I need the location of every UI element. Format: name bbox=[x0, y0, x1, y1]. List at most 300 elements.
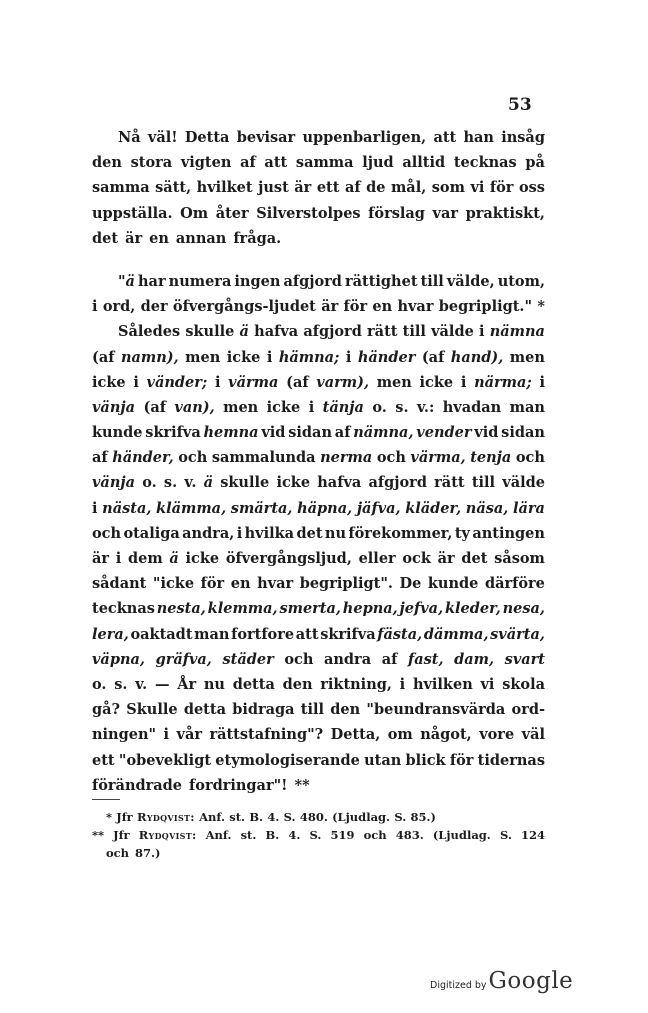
word: andra bbox=[323, 650, 372, 668]
word: utom, bbox=[497, 272, 545, 290]
word: i bbox=[539, 373, 545, 391]
word: sidan bbox=[288, 424, 332, 442]
word: vänja bbox=[92, 398, 136, 416]
word: något, bbox=[420, 726, 472, 744]
word: blick bbox=[405, 751, 446, 769]
word: en bbox=[372, 298, 393, 316]
word: hvadan bbox=[442, 398, 502, 416]
word: är bbox=[321, 298, 339, 316]
word: jäfva, bbox=[356, 499, 401, 517]
footnote-word: och bbox=[363, 828, 387, 842]
word: stora bbox=[130, 154, 173, 172]
word: i bbox=[460, 373, 467, 391]
word: icke bbox=[419, 373, 454, 391]
word: och bbox=[284, 650, 314, 668]
word: v. bbox=[135, 675, 148, 693]
word: annan bbox=[175, 229, 227, 247]
word: vore bbox=[479, 726, 515, 744]
word: var bbox=[432, 204, 458, 222]
word: skrifva bbox=[145, 424, 201, 442]
word: för bbox=[489, 179, 514, 197]
word: smärta, bbox=[230, 499, 293, 517]
word: sätt, bbox=[155, 179, 192, 197]
word: nu bbox=[324, 524, 346, 542]
word: svart bbox=[504, 650, 545, 668]
word: insåg bbox=[501, 129, 545, 146]
page-number: 53 bbox=[508, 95, 532, 115]
text-line bbox=[92, 672, 545, 697]
word: att bbox=[264, 154, 288, 172]
word: År bbox=[177, 675, 197, 693]
text-line bbox=[92, 226, 545, 251]
footnote-word: B. bbox=[249, 810, 264, 824]
word: välde bbox=[431, 323, 474, 341]
text-line bbox=[92, 748, 545, 773]
word: uppenbarligen, bbox=[302, 129, 427, 146]
text-line bbox=[92, 345, 545, 370]
word: ett bbox=[92, 751, 115, 769]
footnote-word: S. bbox=[283, 810, 296, 824]
word: "ä bbox=[118, 272, 135, 290]
word: skola bbox=[502, 675, 545, 693]
text-line bbox=[92, 596, 545, 621]
word: i bbox=[236, 524, 243, 542]
footnote-word: * bbox=[106, 810, 113, 824]
text-line bbox=[92, 470, 545, 495]
word: detta bbox=[183, 701, 226, 719]
footnote-word: Jfr bbox=[116, 810, 133, 824]
word: der bbox=[140, 298, 168, 316]
footnote-word: Rydqvist: bbox=[137, 810, 195, 824]
word: hand), bbox=[450, 348, 504, 366]
word: i bbox=[163, 726, 170, 744]
word: hvilken bbox=[412, 675, 473, 693]
word: åter bbox=[215, 204, 249, 222]
word: uppställa. bbox=[92, 204, 173, 222]
word: klämma, bbox=[156, 499, 227, 517]
word: det bbox=[296, 524, 323, 542]
word: och bbox=[92, 524, 122, 542]
word: fråga. bbox=[233, 229, 282, 247]
word: det bbox=[461, 550, 488, 567]
word: man bbox=[509, 398, 545, 416]
text-line bbox=[92, 722, 545, 747]
word: s. bbox=[395, 398, 409, 416]
word: Silverstolpes bbox=[256, 204, 361, 222]
word: de bbox=[366, 179, 386, 197]
word: den bbox=[330, 701, 361, 719]
text-line bbox=[92, 201, 545, 226]
word: har bbox=[138, 272, 166, 290]
word: (af bbox=[421, 348, 445, 366]
word: hämna; bbox=[278, 348, 340, 366]
word: Detta, bbox=[330, 726, 381, 744]
word: och bbox=[376, 449, 406, 467]
word: därföre bbox=[484, 575, 545, 593]
word: hepna, bbox=[342, 600, 398, 618]
word: förslag bbox=[368, 204, 425, 222]
word: "beundransvärda bbox=[366, 701, 506, 719]
footnote-word: 87.) bbox=[135, 846, 161, 860]
word: ningen" bbox=[92, 726, 157, 744]
word: af bbox=[344, 179, 361, 197]
footnote-word: 483. bbox=[395, 828, 424, 842]
word: i bbox=[214, 373, 221, 391]
text-line bbox=[92, 175, 545, 200]
footnote-word: (Ljudlag. bbox=[332, 810, 391, 824]
word: tänja bbox=[322, 398, 364, 416]
google-logo: Google bbox=[488, 968, 574, 994]
word: rättighet bbox=[344, 272, 418, 290]
word: tecknas bbox=[92, 600, 155, 618]
word: otaliga bbox=[123, 524, 180, 542]
word: hemna bbox=[203, 424, 259, 442]
word: klemma, bbox=[207, 600, 278, 618]
footnote-word: Anf. bbox=[199, 810, 225, 824]
word: dämma, bbox=[423, 625, 489, 643]
word: och bbox=[515, 449, 545, 467]
word: (af bbox=[143, 398, 166, 416]
word: i bbox=[345, 348, 352, 366]
text-line bbox=[92, 319, 545, 344]
word: men bbox=[509, 348, 545, 366]
word: svärta, bbox=[490, 625, 545, 643]
word: i bbox=[479, 323, 485, 341]
word: begripligt." bbox=[438, 298, 533, 316]
footnote-word: 124 bbox=[520, 828, 545, 842]
text-line bbox=[92, 445, 545, 470]
word: Detta bbox=[184, 129, 230, 146]
word: eller bbox=[358, 550, 396, 567]
word: mål, bbox=[390, 179, 427, 197]
word: värma bbox=[228, 373, 279, 391]
word: öfvergångsljud, bbox=[225, 550, 352, 567]
word: vänja bbox=[92, 474, 136, 492]
footnote-line bbox=[92, 808, 436, 826]
text-line bbox=[92, 294, 545, 319]
word: vår bbox=[176, 726, 202, 744]
word: som bbox=[431, 179, 465, 197]
word: af bbox=[92, 449, 108, 467]
word: tenja bbox=[470, 449, 512, 467]
word: den bbox=[282, 675, 313, 693]
word: närma; bbox=[474, 373, 532, 391]
word: till bbox=[300, 701, 325, 719]
word: är bbox=[125, 229, 143, 247]
word: vid bbox=[474, 424, 499, 442]
word: skrifva bbox=[320, 625, 376, 643]
word: hafva bbox=[254, 323, 299, 341]
text-line bbox=[92, 395, 545, 420]
word: fast, bbox=[407, 650, 444, 668]
word: hvilka bbox=[244, 524, 295, 542]
word: nesa, bbox=[502, 600, 545, 618]
word: o. bbox=[142, 474, 157, 492]
footnote-word: Rydqvist: bbox=[138, 828, 197, 842]
word: namn), bbox=[120, 348, 179, 366]
word: om bbox=[387, 726, 413, 744]
word: antingen bbox=[472, 524, 545, 542]
footnotes bbox=[92, 808, 545, 862]
footnote-word: Jfr bbox=[113, 828, 130, 842]
word: icke bbox=[185, 550, 220, 567]
word: o. bbox=[372, 398, 387, 416]
word: vänder; bbox=[146, 373, 208, 391]
word: den bbox=[92, 154, 122, 172]
text-line bbox=[92, 125, 545, 150]
footnote-word: 480. bbox=[299, 810, 328, 824]
word: icke bbox=[276, 474, 311, 492]
word: hvar bbox=[397, 298, 434, 316]
word: "icke bbox=[152, 575, 195, 593]
text-line bbox=[92, 571, 545, 596]
word: numera bbox=[168, 272, 232, 290]
word: han bbox=[463, 129, 494, 146]
word: är bbox=[437, 550, 455, 567]
text-line bbox=[92, 370, 545, 395]
word: * bbox=[537, 298, 545, 316]
word: kunde bbox=[92, 424, 143, 442]
word: — bbox=[154, 675, 170, 693]
footnote-word: ** bbox=[92, 828, 105, 842]
word: ä bbox=[239, 323, 249, 341]
word: samma bbox=[92, 179, 150, 197]
footnote-word: S. bbox=[309, 828, 322, 842]
word: men bbox=[376, 373, 412, 391]
word: alltid bbox=[402, 154, 446, 172]
word: van), bbox=[174, 398, 215, 416]
word: vender bbox=[416, 424, 472, 442]
word: till bbox=[420, 272, 444, 290]
word: ord, bbox=[102, 298, 136, 316]
word: afgjord bbox=[283, 272, 342, 290]
word: oss bbox=[518, 179, 545, 197]
word: ingen bbox=[234, 272, 281, 290]
word: nu bbox=[203, 675, 225, 693]
word: i bbox=[399, 675, 406, 693]
word: en bbox=[149, 229, 169, 247]
word: Om bbox=[180, 204, 209, 222]
word: i bbox=[115, 550, 122, 567]
word: smerta, bbox=[279, 600, 341, 618]
word: s. bbox=[163, 474, 178, 492]
word: just bbox=[258, 179, 289, 197]
footnote-word: 4. bbox=[267, 810, 280, 824]
text-line bbox=[92, 420, 545, 445]
footnote-word: 4. bbox=[288, 828, 301, 842]
word: begripligt". bbox=[299, 575, 393, 593]
word: icke bbox=[226, 348, 261, 366]
word: nesta, bbox=[156, 600, 206, 618]
word: "obevekligt bbox=[118, 751, 212, 769]
text-line bbox=[92, 697, 545, 722]
word: sammalunda bbox=[211, 449, 316, 467]
word: öfvergångs-ljudet bbox=[172, 298, 316, 316]
word: nämna, bbox=[353, 424, 414, 442]
word: i bbox=[133, 373, 139, 391]
word: o. bbox=[92, 675, 107, 693]
word: ett bbox=[316, 179, 340, 197]
word: fästa, bbox=[377, 625, 423, 643]
word: men bbox=[185, 348, 221, 366]
word: skulle bbox=[185, 323, 235, 341]
word: är bbox=[294, 179, 312, 197]
body-text bbox=[92, 125, 545, 798]
word: icke bbox=[266, 398, 301, 416]
word: för bbox=[200, 575, 225, 593]
word: väl! bbox=[147, 129, 178, 146]
word: v.: bbox=[416, 398, 435, 416]
word: ** bbox=[294, 776, 310, 794]
word: lera, bbox=[92, 625, 129, 643]
word: varm), bbox=[316, 373, 369, 391]
word: jefva, bbox=[399, 600, 444, 618]
word: rätt bbox=[367, 323, 398, 341]
word: såsom bbox=[494, 550, 545, 567]
word: till bbox=[471, 474, 496, 492]
word: samma bbox=[295, 154, 354, 172]
word: i bbox=[92, 298, 98, 316]
word: etymologiserande bbox=[215, 751, 360, 769]
word: värma, bbox=[410, 449, 466, 467]
word: nerma bbox=[320, 449, 373, 467]
footnote-word: (Ljudlag. bbox=[432, 828, 491, 842]
word: väpna, bbox=[92, 650, 145, 668]
word: utan bbox=[364, 751, 402, 769]
word: på bbox=[525, 154, 545, 172]
word: ljud bbox=[362, 154, 394, 172]
footnote-line bbox=[92, 826, 545, 844]
word: gräfva, bbox=[155, 650, 212, 668]
word: bidraga bbox=[232, 701, 295, 719]
word: tidernas bbox=[477, 751, 545, 769]
word: nästa, bbox=[102, 499, 152, 517]
word: är bbox=[92, 550, 110, 567]
word: dam, bbox=[454, 650, 495, 668]
word: förekommer, bbox=[348, 524, 453, 542]
word: sidan bbox=[501, 424, 545, 442]
word: dem bbox=[127, 550, 163, 567]
word: afgjord bbox=[303, 323, 362, 341]
text-line bbox=[92, 521, 545, 546]
word: näsa, bbox=[465, 499, 509, 517]
word: häpna, bbox=[297, 499, 353, 517]
word: lära bbox=[512, 499, 545, 517]
word: en bbox=[230, 575, 251, 593]
word: det bbox=[92, 229, 119, 247]
word: ock bbox=[402, 550, 431, 567]
word: i bbox=[92, 499, 98, 517]
word: bevisar bbox=[236, 129, 296, 146]
word: rättstafning"? bbox=[209, 726, 324, 744]
word: andra, bbox=[182, 524, 235, 542]
word: väl bbox=[521, 726, 545, 744]
text-line bbox=[92, 647, 545, 672]
word: för bbox=[449, 751, 474, 769]
word: vid bbox=[261, 424, 286, 442]
footnote-word: st. bbox=[240, 828, 257, 842]
word: hvar bbox=[257, 575, 294, 593]
word: kläder, bbox=[405, 499, 462, 517]
word: men bbox=[223, 398, 259, 416]
footnote-word: S. bbox=[394, 810, 407, 824]
word: ord- bbox=[511, 701, 545, 719]
word: Således bbox=[118, 323, 181, 341]
word: man bbox=[194, 625, 230, 643]
word: af bbox=[240, 154, 256, 172]
word: att bbox=[433, 129, 457, 146]
word: kleder, bbox=[444, 600, 501, 618]
footnote-word: Anf. bbox=[205, 828, 232, 842]
word: välde, bbox=[446, 272, 495, 290]
word: sådant bbox=[92, 575, 147, 593]
watermark-small-text: Digitized by bbox=[430, 980, 487, 991]
text-line bbox=[92, 546, 545, 571]
word: vigten bbox=[180, 154, 232, 172]
text-line bbox=[92, 269, 545, 294]
word: ty bbox=[454, 524, 470, 542]
word: och bbox=[178, 449, 208, 467]
word: af bbox=[334, 424, 351, 442]
text-line bbox=[92, 622, 545, 647]
word: afgjord bbox=[368, 474, 427, 492]
word: hafva bbox=[317, 474, 362, 492]
word: händer, bbox=[112, 449, 174, 467]
word: s. bbox=[114, 675, 128, 693]
word: fordringar"! bbox=[189, 776, 288, 794]
word: gå? bbox=[92, 701, 121, 719]
word: ä bbox=[169, 550, 179, 567]
footnote-word: 519 bbox=[330, 828, 355, 842]
footnote-rule bbox=[92, 799, 120, 800]
word: skulle bbox=[220, 474, 270, 492]
word: i bbox=[266, 348, 273, 366]
word: förändrade bbox=[92, 776, 183, 794]
word: städer bbox=[222, 650, 274, 668]
word: fortfore bbox=[231, 625, 295, 643]
footnote-word: B. bbox=[265, 828, 280, 842]
footnote-word: 85.) bbox=[410, 810, 436, 824]
word: kunde bbox=[427, 575, 479, 593]
footnote-word: S. bbox=[499, 828, 512, 842]
word: De bbox=[399, 575, 422, 593]
text-line bbox=[92, 773, 545, 798]
word: (af bbox=[286, 373, 309, 391]
word: ä bbox=[203, 474, 213, 492]
word: Skulle bbox=[126, 701, 178, 719]
word: praktiskt, bbox=[465, 204, 545, 222]
word: till bbox=[402, 323, 426, 341]
digitized-watermark bbox=[430, 968, 573, 994]
word: händer bbox=[357, 348, 416, 366]
word: v. bbox=[184, 474, 197, 492]
footnote-line bbox=[92, 844, 545, 862]
word: icke bbox=[92, 373, 126, 391]
word: för bbox=[343, 298, 368, 316]
text-line bbox=[92, 496, 545, 521]
word: af bbox=[381, 650, 398, 668]
word: tecknas bbox=[453, 154, 517, 172]
word: att bbox=[295, 625, 319, 643]
word: vi bbox=[470, 179, 485, 197]
word: rätt bbox=[434, 474, 465, 492]
word: nämna bbox=[489, 323, 545, 341]
word: välde bbox=[502, 474, 545, 492]
word: detta bbox=[232, 675, 275, 693]
word: hvilket bbox=[196, 179, 253, 197]
footnote-word: och bbox=[106, 846, 130, 860]
word: vi bbox=[480, 675, 495, 693]
